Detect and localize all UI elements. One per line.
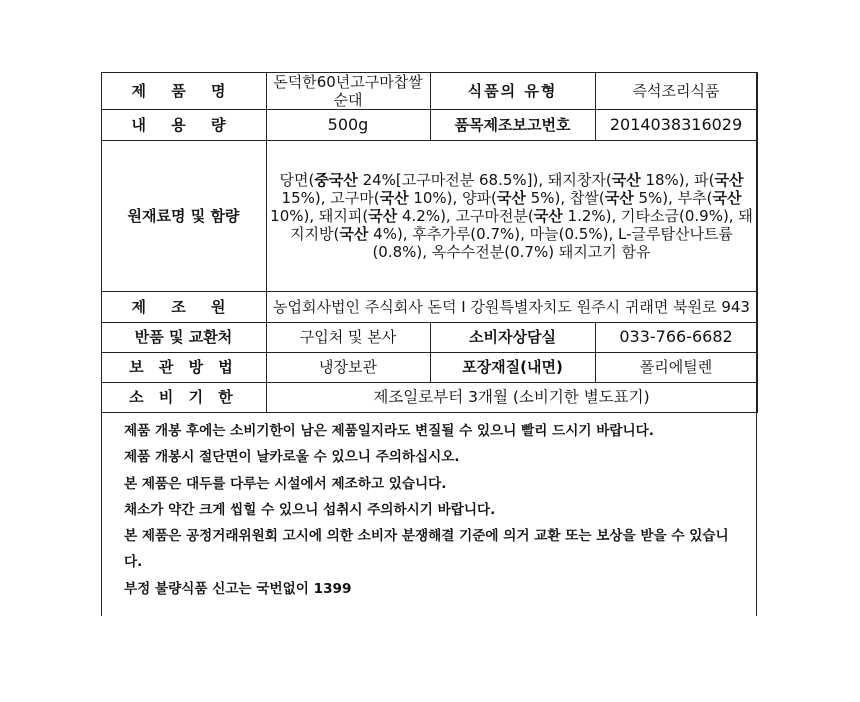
origin-country: 국산 <box>712 188 742 207</box>
report-no-label: 품목제조보고번호 <box>430 109 595 140</box>
product-name-label: 제 품 명 <box>101 72 266 109</box>
net-content-label: 내 용 량 <box>101 109 266 140</box>
ingredient-text: 18%), 파( <box>640 170 715 189</box>
origin-country: 국산 <box>379 188 409 207</box>
packaging-value: 폴리에틸렌 <box>595 352 757 382</box>
ingredient-text: 4.2%), 고구마전분( <box>397 206 534 225</box>
origin-country: 국산 <box>339 224 369 243</box>
food-type-label: 식품의 유형 <box>430 72 595 109</box>
food-label <box>101 72 757 616</box>
row-returns <box>101 322 757 352</box>
origin-country: 중국산 <box>314 170 358 189</box>
origin-country: 국산 <box>611 170 641 189</box>
ingredient-text: 1.2%), 기타소금(0.9%), 돼지지방( <box>290 206 753 243</box>
expiry-value: 제조일로부터 3개월 (소비기한 별도표기) <box>266 382 757 412</box>
ingredient-text: 24%[고구마전분 68.5%]), 돼지창자( <box>357 170 612 189</box>
expiry-label: 소 비 기 한 <box>101 382 266 412</box>
row-product-name <box>101 72 757 109</box>
manufacturer-label: 제 조 원 <box>101 291 266 322</box>
manufacturer-value: 농업회사법인 주식회사 돈덕 I 강원특별자치도 원주시 귀래면 북원로 943 <box>266 291 757 322</box>
origin-country: 국산 <box>496 188 526 207</box>
ingredient-text: 10%), 돼지피( <box>270 206 369 225</box>
packaging-label: 포장재질(내면) <box>430 352 595 382</box>
caution-note: 본 제품은 대두를 다루는 시설에서 제조하고 있습니다. <box>124 475 447 492</box>
ingredients-label: 원재료명 및 함량 <box>101 140 266 291</box>
row-ingredients <box>101 140 757 291</box>
ingredient-text: 10%), 양파( <box>408 188 497 207</box>
consumer-center-label: 소비자상담실 <box>430 322 595 352</box>
caution-note: 제품 개봉 후에는 소비기한이 남은 제품일지라도 변질될 수 있으니 빨리 드시기 바랍니다. <box>124 423 654 439</box>
origin-country: 국산 <box>604 188 634 207</box>
caution-note: 채소가 약간 크게 씹힐 수 있으니 섭취시 주의하시기 바랍니다. <box>124 501 496 518</box>
row-net-content <box>101 109 757 140</box>
returns-label: 반품 및 교환처 <box>101 322 266 352</box>
report-no-value: 2014038316029 <box>595 109 757 140</box>
returns-value: 구입처 및 본사 <box>266 322 430 352</box>
net-content-value: 500g <box>266 109 430 140</box>
storage-label: 보 관 방 법 <box>101 352 266 382</box>
ingredient-text: 4%), 후추가루(0.7%), 마늘(0.5%), L-글루탐산나트륨(0.8%), 옥수수전분(0.7%) 돼지고기 함유 <box>368 224 733 261</box>
caution-note: 부정 불량식품 신고는 국번없이 1399 <box>124 580 352 597</box>
food-info-table <box>101 72 758 413</box>
origin-country: 국산 <box>533 206 563 225</box>
caution-note: 제품 개봉시 절단면이 날카로울 수 있으니 주의하십시오. <box>124 449 460 466</box>
caution-notes <box>124 418 744 602</box>
row-manufacturer <box>101 291 757 322</box>
ingredient-text: 당면( <box>279 170 315 189</box>
ingredient-text: 5%), 찹쌀( <box>525 188 605 207</box>
ingredient-text: 5%), 부추( <box>633 188 713 207</box>
ingredients-value <box>266 140 757 291</box>
row-expiry <box>101 382 757 412</box>
row-storage <box>101 352 757 382</box>
ingredient-text: 15%), 고구마( <box>281 188 380 207</box>
food-type-value: 즉석조리식품 <box>595 72 757 109</box>
product-name-value: 돈덕한60년고구마찹쌀순대 <box>266 72 430 109</box>
origin-country: 국산 <box>714 170 744 189</box>
consumer-center-value: 033-766-6682 <box>595 322 757 352</box>
origin-country: 국산 <box>368 206 398 225</box>
caution-note: 본 제품은 공정거래위원회 고시에 의한 소비자 분쟁해결 기준에 의거 교환 또는 보상을 받을 수 있습니다. <box>124 528 729 571</box>
storage-value: 냉장보관 <box>266 352 430 382</box>
